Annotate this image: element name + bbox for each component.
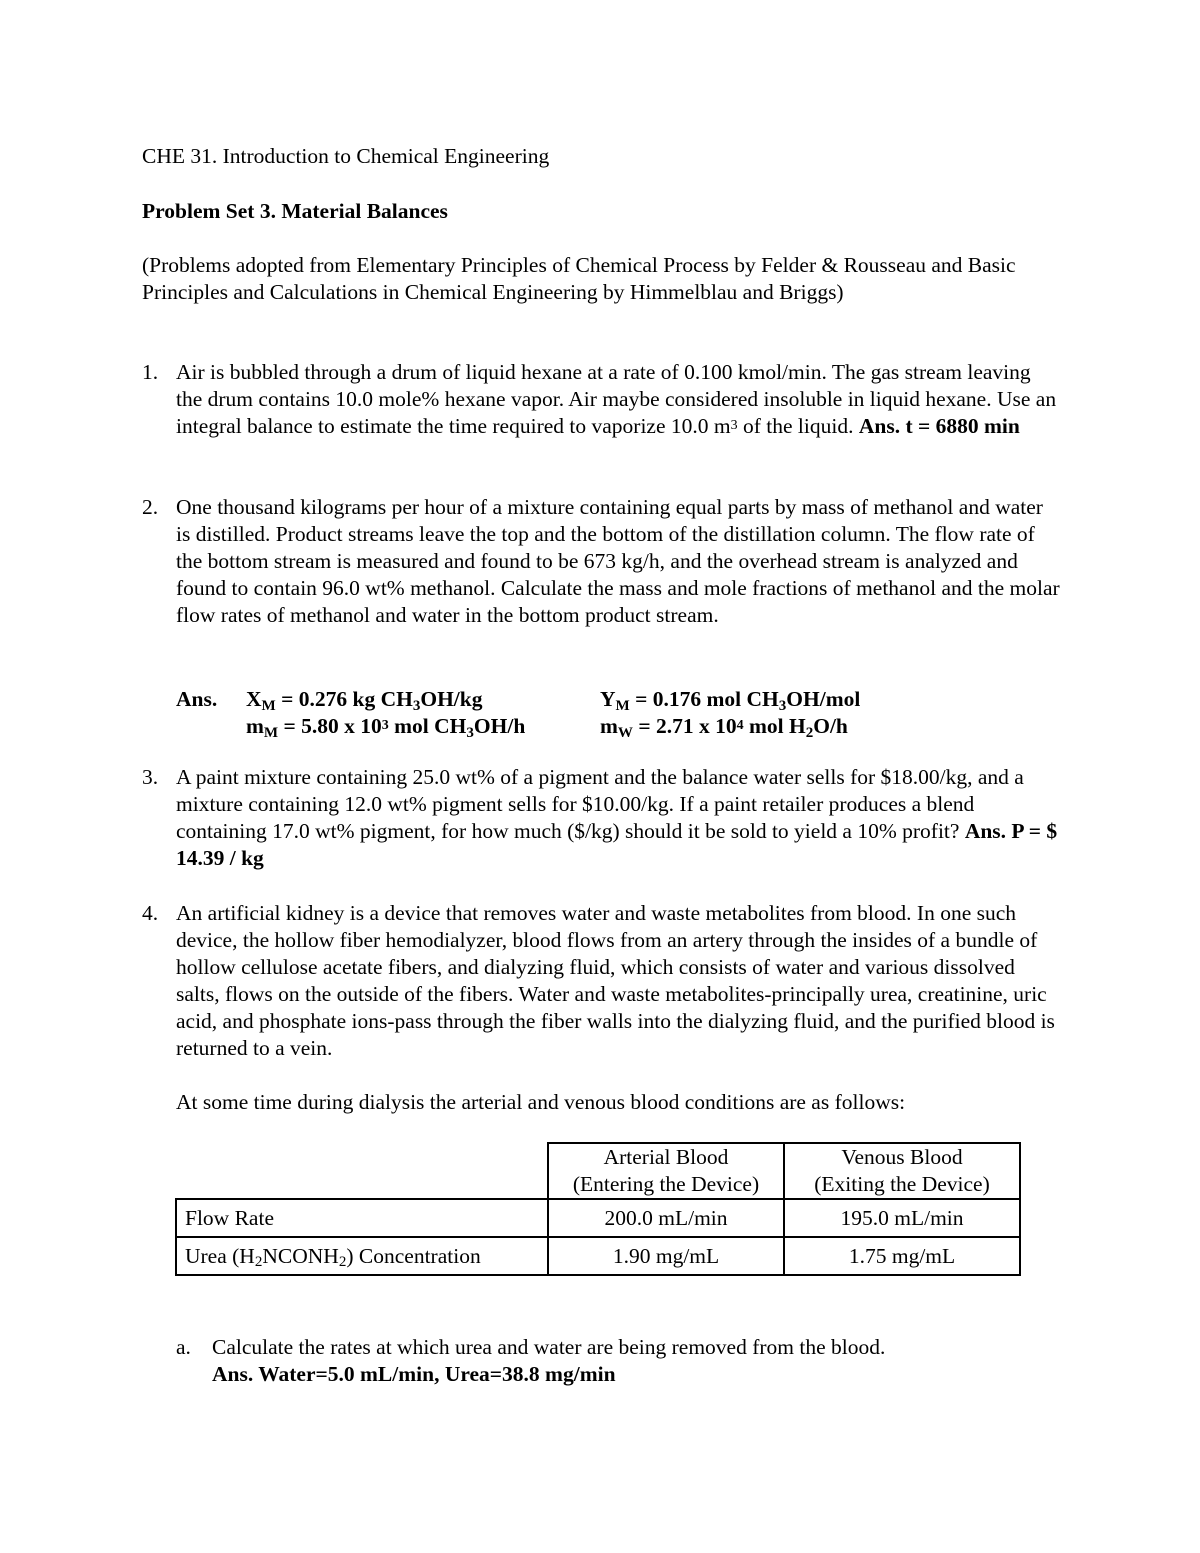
- problem-2: [142, 494, 1062, 629]
- subscript: 2: [254, 1254, 263, 1271]
- answer-mw: [600, 713, 848, 740]
- blood-conditions-table: [175, 1142, 1021, 1276]
- value: = 2.71 x 10: [632, 714, 737, 738]
- row-label: Flow Rate: [176, 1199, 548, 1237]
- unit: OH/mol: [786, 687, 861, 711]
- answer: Ans. Water=5.0 mL/min, Urea=38.8 mg/min: [212, 1362, 616, 1386]
- table-row: [176, 1199, 1020, 1237]
- answer-label: Ans.: [176, 687, 218, 711]
- answer-ym: [600, 686, 860, 713]
- unit: O/h: [813, 714, 848, 738]
- problem-text: [176, 764, 1062, 872]
- problem-text-part: of the liquid.: [737, 414, 859, 438]
- subquestion-text: Calculate the rates at which urea and water are being removed from the blood.: [212, 1335, 886, 1359]
- problem-set-title: Problem Set 3. Material Balances: [142, 199, 448, 223]
- source-note: (Problems adopted from Elementary Principles of Chemical Process by Felder & Rousseau and Basic Principles and Calculations in Chemical Engineering by Himmelblau and Briggs): [142, 253, 1016, 304]
- subscript: M: [615, 697, 630, 714]
- cell-arterial: 200.0 mL/min: [548, 1199, 784, 1237]
- cell-arterial: 1.90 mg/mL: [548, 1237, 784, 1275]
- symbol: Y: [600, 687, 616, 711]
- subscript: 2: [338, 1254, 347, 1271]
- col-header-line: (Entering the Device): [572, 1172, 760, 1196]
- col-header-arterial: [548, 1143, 784, 1199]
- value: = 5.80 x 10: [278, 714, 382, 738]
- symbol: m: [600, 714, 618, 738]
- problem-4: [142, 900, 1062, 1062]
- problem-1: [142, 359, 1062, 440]
- superscript: 3: [730, 417, 738, 433]
- subquestion-a: [176, 1334, 1076, 1388]
- problem-text: [176, 359, 1062, 440]
- answer-mm: [246, 713, 525, 740]
- answer: Ans. t = 6880 min: [858, 414, 1020, 438]
- answer: Ans. P = $ 14.39 / kg: [176, 819, 1058, 870]
- table-intro: [142, 1089, 1062, 1116]
- symbol: X: [246, 687, 262, 711]
- subscript: 3: [778, 697, 787, 714]
- superscript: 3: [381, 717, 389, 733]
- subscript: 2: [805, 724, 814, 741]
- unit: OH/h: [473, 714, 526, 738]
- table-row: [176, 1237, 1020, 1275]
- col-header-line: Arterial Blood: [603, 1145, 729, 1169]
- row-label: [176, 1237, 548, 1275]
- problem-number: 3.: [142, 765, 159, 789]
- label-part: Urea (H: [185, 1243, 255, 1268]
- problem-text: An artificial kidney is a device that removes water and waste metabolites from blood. In one such device, the hollow fiber hemodialyzer, blood flows from an artery through the insides of a bundle of hollow cellulose acetate fibers, and dialyzing fluid, which consists of water and various dissolved salts, flows on the outside of the fibers. Water and waste metabolites-principally urea, creatinine, uric acid, and phosphate ions-pass through the fiber walls into the dialyzing fluid, and the purified blood is returned to a vein.: [176, 901, 1055, 1060]
- subscript: 3: [466, 724, 474, 741]
- label-part: ) Concentration: [346, 1243, 481, 1268]
- problem-text-part: A paint mixture containing 25.0 wt% of a pigment and the balance water sells for $18.00/kg, and a mixture containing 12.0 wt% pigment sells for $10.00/kg. If a paint retailer produces a blend containing 17.0 wt% pigment, for how much ($/kg) should it be sold to yield a 10% profit?: [176, 765, 1024, 843]
- problem-text-part: Air is bubbled through a drum of liquid hexane at a rate of 0.100 kmol/min. The gas stream leaving the drum contains 10.0 mole% hexane vapor. Air maybe considered insoluble in liquid hexane. Use an integral balance to estimate the time required to vaporize 10.0 m: [176, 360, 1057, 438]
- unit: mol CH: [388, 714, 467, 738]
- unit: mol H: [743, 714, 806, 738]
- symbol: m: [246, 714, 264, 738]
- subscript: M: [261, 697, 276, 714]
- problem-number: 2.: [142, 495, 159, 519]
- cell-venous: 1.75 mg/mL: [784, 1237, 1020, 1275]
- course-title: CHE 31. Introduction to Chemical Engineering: [142, 144, 550, 168]
- superscript: 4: [736, 717, 744, 733]
- table-intro-text: At some time during dialysis the arterial and venous blood conditions are as follows:: [176, 1090, 906, 1114]
- col-header-line: (Exiting the Device): [814, 1172, 990, 1196]
- col-header-line: Venous Blood: [841, 1145, 963, 1169]
- value: = 0.276 kg CH: [275, 687, 413, 711]
- problem-3: [142, 764, 1062, 872]
- table-header-row: [176, 1143, 1020, 1199]
- col-header-venous: [784, 1143, 1020, 1199]
- problem-text: One thousand kilograms per hour of a mixture containing equal parts by mass of methanol and water is distilled. Product streams leave the top and the bottom of the distillation column. The flow rate of the bottom stream is measured and found to be 673 kg/h, and the overhead stream is analyzed and found to contain 96.0 wt% methanol. Calculate the mass and mole fractions of methanol and the molar flow rates of methanol and water in the bottom product stream.: [176, 495, 1060, 627]
- unit: OH/kg: [420, 687, 483, 711]
- problem-number: 1.: [142, 360, 159, 384]
- problem-number: 4.: [142, 901, 159, 925]
- table-corner: [176, 1143, 548, 1199]
- subscript: 3: [412, 697, 421, 714]
- label-part: NCONH: [262, 1243, 339, 1268]
- subscript: W: [617, 724, 633, 741]
- cell-venous: 195.0 mL/min: [784, 1199, 1020, 1237]
- subscript: M: [263, 724, 279, 741]
- subquestion-label: a.: [176, 1335, 191, 1359]
- value: = 0.176 mol CH: [629, 687, 779, 711]
- answer-xm: [246, 686, 483, 713]
